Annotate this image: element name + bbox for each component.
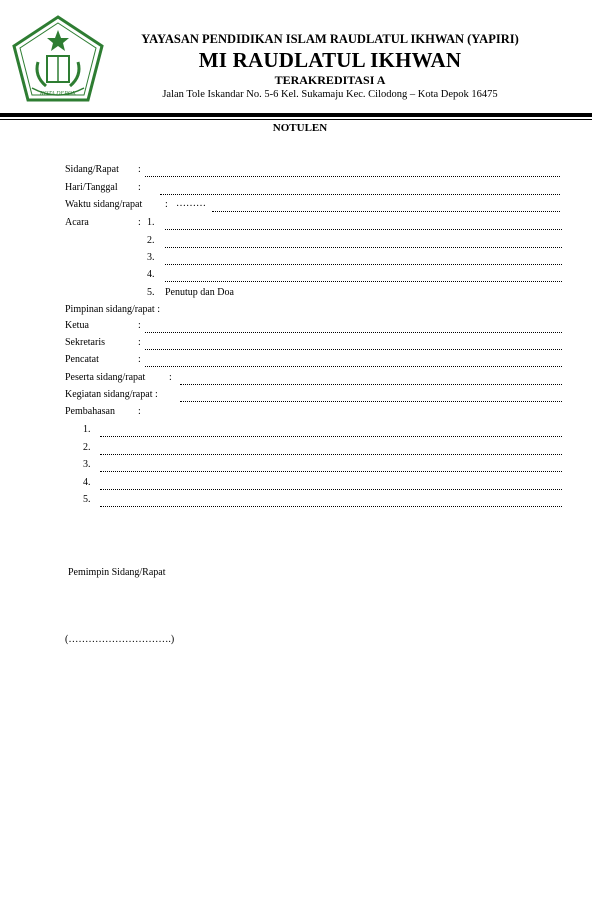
fill-line-waktu[interactable]: [212, 204, 560, 212]
accreditation: TERAKREDITASI A: [274, 73, 386, 87]
fill-line-peserta[interactable]: [180, 377, 562, 385]
acara-line[interactable]: [165, 274, 562, 282]
colon: :: [169, 372, 172, 383]
pembahasan-number: 3.: [83, 459, 91, 470]
school-address: Jalan Tole Iskandar No. 5-6 Kel. Sukamaju Kec. Cilodong – Kota Depok 16475: [162, 89, 498, 100]
fill-line-hari[interactable]: [160, 187, 560, 195]
field-label-sekretaris: Sekretaris: [65, 337, 105, 348]
acara-number: 2.: [147, 235, 155, 246]
pembahasan-number: 5.: [83, 494, 91, 505]
field-label-hari: Hari/Tanggal: [65, 182, 118, 193]
colon: :: [138, 217, 141, 228]
school-name: MI RAUDLATUL IKHWAN: [198, 48, 462, 72]
acara-number: 1.: [147, 217, 155, 228]
field-label-kegiatan: Kegiatan sidang/rapat :: [65, 389, 158, 400]
field-label-pembahasan: Pembahasan: [65, 406, 115, 417]
acara-line[interactable]: [165, 222, 562, 230]
acara-closing: Penutup dan Doa: [165, 287, 234, 298]
acara-number: 4.: [147, 269, 155, 280]
fill-line-kegiatan[interactable]: [180, 394, 562, 402]
acara-line[interactable]: [165, 257, 562, 265]
acara-number: 3.: [147, 252, 155, 263]
signature-placeholder[interactable]: (………………………….): [65, 634, 175, 645]
field-label-sidang: Sidang/Rapat: [65, 164, 119, 175]
pembahasan-line[interactable]: [100, 447, 562, 455]
pembahasan-line[interactable]: [100, 482, 562, 490]
fill-line-sekretaris[interactable]: [145, 342, 562, 350]
foundation-name: YAYASAN PENDIDIKAN ISLAM RAUDLATUL IKHWAN (YAPIRI): [141, 32, 519, 46]
logo-text: KOTA DEPOK: [39, 91, 77, 97]
field-label-waktu: Waktu sidang/rapat: [65, 199, 143, 210]
acara-line[interactable]: [165, 240, 562, 248]
fill-line-sidang[interactable]: [145, 169, 560, 177]
acara-number: 5.: [147, 287, 155, 298]
colon: :: [138, 337, 141, 348]
fill-line-ketua[interactable]: [145, 325, 562, 333]
pembahasan-number: 2.: [83, 442, 91, 453]
colon: :: [165, 199, 168, 210]
field-label-pimpinan: Pimpinan sidang/rapat :: [65, 304, 160, 315]
colon: :: [138, 354, 141, 365]
colon: :: [138, 182, 141, 193]
pembahasan-line[interactable]: [100, 429, 562, 437]
waktu-ellipsis: ………: [176, 198, 206, 209]
signature-label: Pemimpin Sidang/Rapat: [68, 567, 166, 578]
header-divider-thin: [0, 119, 592, 120]
field-label-acara: Acara: [65, 217, 89, 228]
colon: :: [138, 320, 141, 331]
document-title: NOTULEN: [272, 122, 328, 134]
school-logo: [10, 14, 106, 106]
pembahasan-line[interactable]: [100, 499, 562, 507]
fill-line-pencatat[interactable]: [145, 359, 562, 367]
field-label-peserta: Peserta sidang/rapat: [65, 372, 146, 383]
field-label-ketua: Ketua: [65, 320, 89, 331]
colon: :: [138, 406, 141, 417]
colon: :: [138, 164, 141, 175]
field-label-pencatat: Pencatat: [65, 354, 99, 365]
pembahasan-number: 4.: [83, 477, 91, 488]
pembahasan-number: 1.: [83, 424, 91, 435]
header-divider-thick: [0, 113, 592, 117]
pembahasan-line[interactable]: [100, 464, 562, 472]
